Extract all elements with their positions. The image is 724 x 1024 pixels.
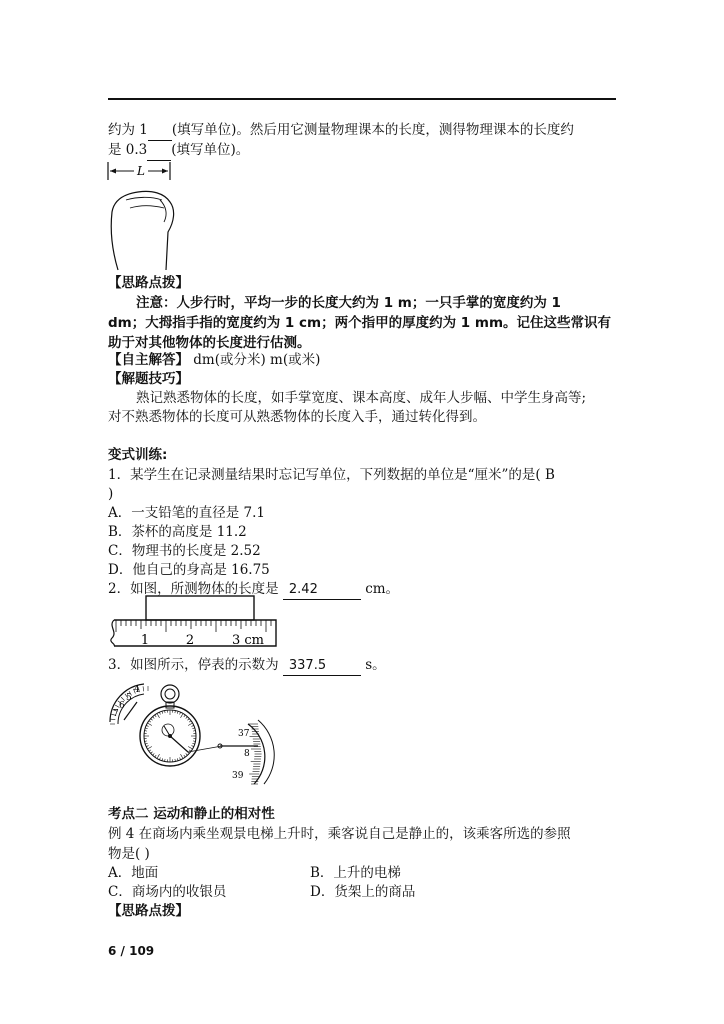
tick-mark [189,750,191,751]
hand-outline [111,191,173,270]
q3-answer: 337.5 [283,656,361,676]
ex4-option-a: A．地面 [108,865,159,881]
ruler-label-3: 3 cm [231,633,265,648]
tick-mark [159,712,160,714]
tick-mark [143,686,144,691]
answer-title: 【自主解答】 [108,352,189,368]
tick-mark [162,758,163,760]
tick-mark [184,755,185,757]
practice-title: 变式训练: [108,447,168,463]
small-dial-7: 7 [113,709,119,719]
tick-mark [191,725,193,726]
tick-mark [147,723,151,726]
tick-mark [151,752,153,754]
small-dial-4: 4 [134,685,140,695]
tick-mark [186,717,188,719]
hint-title: 【思路点拨】 [108,275,189,291]
hint-line-3: 助于对其他物体的长度进行估测。 [108,335,311,351]
tick-mark [188,747,192,750]
tick-mark [147,747,151,750]
tick-mark [187,719,189,721]
tick-mark [188,723,192,726]
tick-mark [155,755,156,757]
tips-line-1: 熟记熟悉物体的长度，如手掌宽度、课本高度、成年人步幅、中学生身高等; [136,390,587,406]
tick-mark [146,746,148,747]
tick-mark [192,743,194,744]
tick-mark [151,719,153,721]
big-scale-39: 39 [232,771,244,781]
hint-line-2: dm；大拇指手指的宽度约为 1 cm；两个指甲的厚度约为 1 mm。记住这些常识有 [108,315,612,331]
blank-2 [147,141,171,161]
stopwatch-figure [104,680,276,786]
ruler-label-2: 2 [185,633,195,648]
ex4-option-d: D．货架上的商品 [310,884,416,900]
q1-option-b: B．茶杯的高度是 11.2 [108,524,247,540]
ex4-option-b: B．上升的电梯 [310,865,401,881]
intro-line-1: 约为 1 (填写单位)。然后用它测量物理课本的长度，测得物理课本的长度约 [108,121,574,141]
big-scale-8: 8 [244,749,250,759]
tick-mark [181,713,184,717]
tick-mark [191,746,193,747]
tick-mark [153,717,155,719]
tick-mark [145,728,147,729]
tick-mark [177,758,178,760]
example4-line-1: 例 4 在商场内乘坐观景电梯上升时，乘客说自己是静止的，该乘客所选的参照 [108,826,571,842]
tick-mark [177,711,178,713]
tick-mark [110,719,115,720]
q2-answer: 2.42 [283,580,361,600]
ruler-ticks [116,620,276,632]
tick-mark [159,757,160,759]
header-rule [108,98,616,100]
tick-mark [153,753,155,755]
q1-line-2: ) [108,486,114,502]
tick-mark [180,712,181,714]
answer-text: dm(或分米) m(或米) [189,352,321,368]
small-dial-5: 5 [126,693,132,703]
section2-title: 考点二 运动和静止的相对性 [108,806,275,822]
watch-hand [170,736,188,752]
section2-hint-title: 【思路点拨】 [108,903,189,919]
tick-mark [180,757,181,759]
big-scale-37: 37 [238,729,250,739]
tick-mark [155,715,156,717]
hand-length-label: L [137,164,145,178]
tick-mark [157,713,160,717]
hint-line-1: 注意：人步行时，平均一步的长度大约为 1 m；一只手掌的宽度约为 1 [136,295,561,311]
ex4-option-c: C．商场内的收银员 [108,884,227,900]
example4-line-2: 物是( ) [108,846,150,862]
intro-line-2: 是 0.3 (填写单位)。 [108,141,249,161]
ruler-label-1: 1 [140,633,150,648]
q1-option-d: D．他自己的身高是 16.75 [108,562,270,578]
q3-line: 3．如图所示，停表的示数为 337.5 s。 [108,656,386,676]
tips-line-2: 对不熟悉物体的长度可从熟悉物体的长度入手，通过转化得到。 [108,409,486,425]
tick-mark [157,754,160,758]
answer-line [108,351,320,370]
ruler-figure [106,594,280,648]
hand-figure [106,160,186,272]
measured-object [146,596,254,620]
tick-mark [181,754,184,758]
q1-option-a: A．一支铅笔的直径是 7.1 [108,505,266,521]
tick-mark [146,725,148,726]
small-dial-6: 6 [119,701,125,711]
q1-line-1: 1．某学生在记录测量结果时忘记写单位，下列数据的单位是“厘米”的是( B [108,467,555,483]
blank-1 [148,121,172,141]
tick-mark [149,721,151,722]
crown [161,685,179,703]
tick-mark [145,743,147,744]
tick-mark [189,721,191,722]
tick-mark [184,715,185,717]
tick-mark [149,750,151,751]
tick-mark [162,711,163,713]
q2-line: 2．如图，所测物体的长度是 2.42 cm。 [108,580,399,600]
tick-mark [186,753,188,755]
page-number: 6 / 109 [108,944,155,958]
tick-mark [192,728,194,729]
q1-option-c: C．物理书的长度是 2.52 [108,543,261,559]
tips-title: 【解题技巧】 [108,371,189,387]
big-scale-ticks [248,724,262,784]
